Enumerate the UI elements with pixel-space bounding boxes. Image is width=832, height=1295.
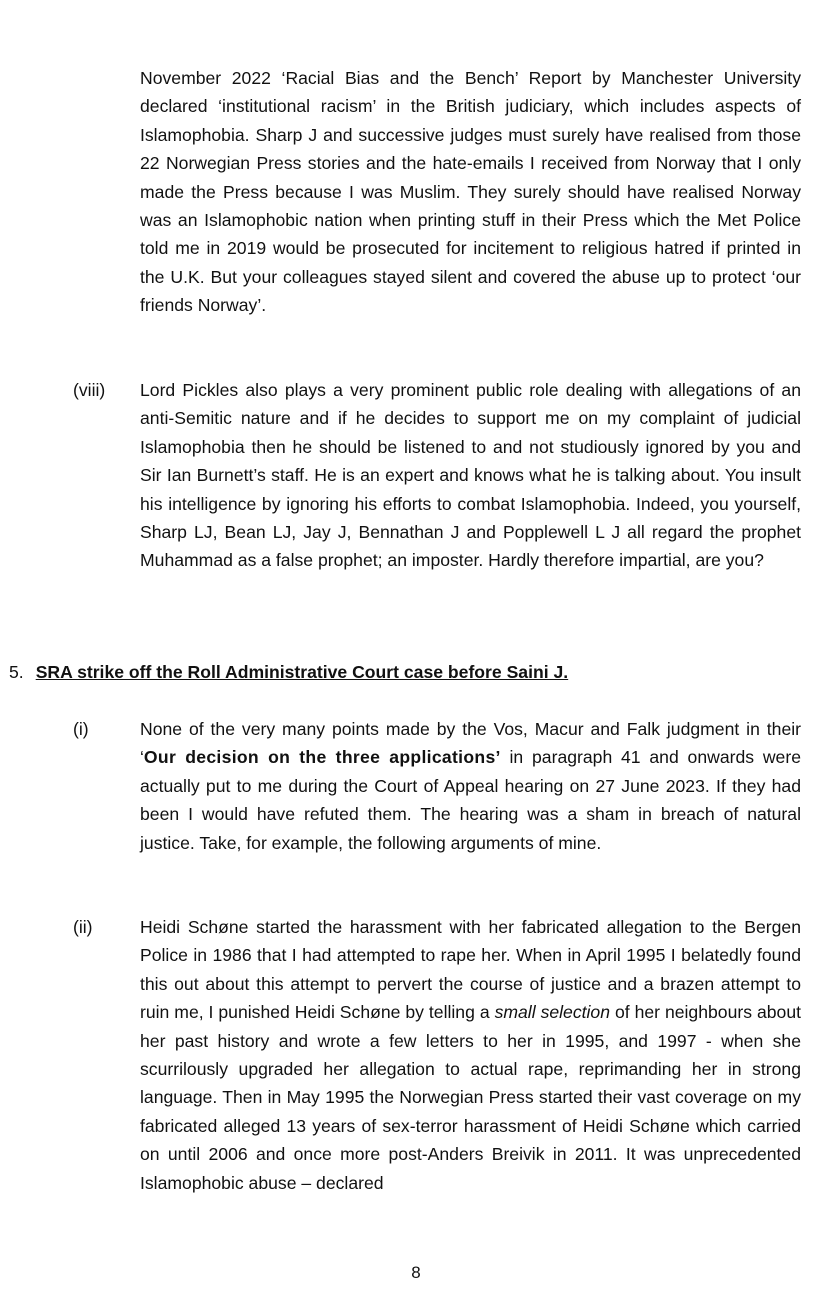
item-marker-i: (i): [73, 719, 89, 739]
item-viii-paragraph: Lord Pickles also plays a very prominent public role dealing with allegations of an anti-Semitic nature and if he decides to support me on my complaint of judicial Islamophobia then he should be listened to and not studiously ignored by you and Sir Ian Burnett’s staff. He is an expert and knows what he is talking about. You insult his intelligence by ignoring his efforts to combat Islamophobia. Indeed, you yourself, Sharp LJ, Bean LJ, Jay J, Bennathan J and Popplewell L J all regard the prophet Muhammad as a false prophet; an imposter. Hardly therefore impartial, are you?: [140, 380, 801, 571]
item-ii-paragraph: [140, 913, 801, 1197]
section-heading: [9, 658, 568, 686]
page-number: 8: [411, 1263, 421, 1282]
item-i-text-after: in paragraph 41 and onwards were actually put to me during the Court of Appeal hearing on 27 June 2023. If they had been I would have refuted them. The hearing was a sham in breach of natural justice. Take, for example, the following arguments of mine.: [140, 747, 801, 853]
item-ii-text-before: Heidi Schøne started the harassment with her fabricated allegation to the Bergen Police in 1986 that I had attempted to rape her. When in April 1995 I belatedly found this out about this attempt to pervert the course of justice and a brazen attempt to ruin me, I punished Heidi Schøne by telling a: [140, 917, 801, 1023]
item-ii-text-after: of her neighbours about her past history and wrote a few letters to her in 1995, and 1997 - when she scurrilously upgraded her allegation to actual rape, reprimanding her in strong language. Then in May 1995 the Norwegian Press started their vast coverage on my fabricated alleged 13 years of sex-terror harassment of Heidi Schøne which carried on until 2006 and once more post-Anders Breivik in 2011. It was unprecedented Islamophobic abuse – declared: [140, 1002, 801, 1193]
item-i-paragraph: [140, 715, 801, 857]
section-number: 5.: [9, 662, 24, 682]
item-ii-italic-text: small selection: [494, 1002, 611, 1023]
continuation-paragraph: November 2022 ‘Racial Bias and the Bench’ Report by Manchester University declared ‘institutional racism’ in the British judiciary, which includes aspects of Islamophobia. Sharp J and successive judges must surely have realised from those 22 Norwegian Press stories and the hate-emails I received from Norway that I only made the Press because I was Muslim. They surely should have realised Norway was an Islamophobic nation when printing stuff in their Press which the Met Police told me in 2019 would be prosecuted for incitement to religious hatred if printed in the U.K. But your colleagues stayed silent and covered the abuse up to protect ‘our friends Norway’.: [140, 68, 801, 316]
item-marker-ii: (ii): [73, 917, 93, 937]
item-marker-viii: (viii): [73, 380, 106, 400]
item-i-text-before: None of the very many points made by the Vos, Macur and Falk judgment in their ‘: [140, 719, 801, 768]
item-i-bold-text: Our decision on the three applications’: [143, 747, 501, 768]
section-title: SRA strike off the Roll Administrative Court case before Saini J.: [35, 662, 569, 682]
